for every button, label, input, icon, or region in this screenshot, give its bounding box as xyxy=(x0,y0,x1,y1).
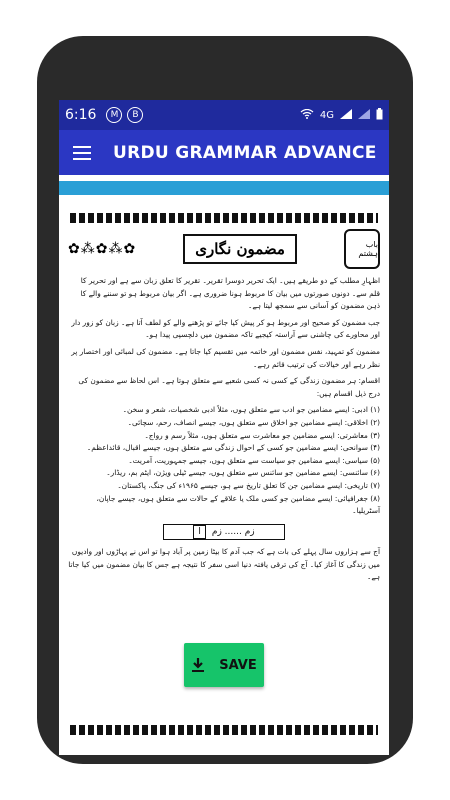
save-button[interactable] xyxy=(184,643,264,687)
decorative-border xyxy=(70,213,378,223)
list-item: (۴) سوانحی: ایسے مضامین جو کسی کے احوال زندگی سے متعلق ہوں، جیسے اقبال، قائداعظم۔ xyxy=(86,443,380,453)
save-label: SAVE xyxy=(219,657,257,673)
box-text: زم ...... زم xyxy=(211,526,255,537)
list-item: (۳) معاشرتی: ایسے مضامین جو معاشرت سے متعلق ہوں، مثلاً رسم و رواج۔ xyxy=(144,430,380,440)
wifi-icon xyxy=(300,109,314,122)
network-type: 4G xyxy=(319,109,334,121)
status-bar xyxy=(59,100,389,130)
list-item: (۶) سائنسی: ایسے مضامین جو سائنس سے متعلق ہوں، جیسے ٹیلی ویژن، ایٹم بم، ریڈار۔ xyxy=(106,468,380,478)
list-intro: اقسام: ہر مضمون زندگی کے کسی نہ کسی شعبے سے متعلق ہوتا ہے۔ اس لحاظ سے مضمون کی درج ذیل اقسام ہیں: xyxy=(78,376,380,398)
signal-icon xyxy=(358,109,370,122)
app-title: URDU GRAMMAR ADVANCE xyxy=(113,142,377,163)
hamburger-icon[interactable] xyxy=(73,142,91,164)
app-toolbar xyxy=(59,130,389,175)
notification-icon: B xyxy=(127,107,143,123)
accent-band xyxy=(59,181,389,195)
chapter-badge: باب ہشتم xyxy=(344,229,380,269)
paragraph: جب مضمون کو صحیح اور مربوط ہو کر پیش کیا جائے تو پڑھنے والے کو لطف آتا ہے۔ زبان کو زور دار اور محاورے کی چاشنی سے آراستہ کیجیے تاکہ مضمون میں دلچسپی پیدا ہو۔ xyxy=(71,317,380,340)
paragraph: آج سے ہزاروں سال پہلے کی بات ہے کہ جب آدم کا بیٹا زمین پر آباد ہوا تو اس نے پہاڑوں اور وادیوں میں زندگی کا آغاز کیا۔ آج کی ترقی یافتہ دنیا اسی سفر کا نتیجہ ہے جس کا بیان مضمون میں کیا جاتا ہے۔ xyxy=(68,547,380,582)
list-item: (۸) جغرافیائی: ایسے مضامین جو کسی ملک یا علاقے کے حالات سے متعلق ہوں، جیسے جاپان، آسٹریلیا۔ xyxy=(96,493,380,516)
status-right xyxy=(300,108,383,123)
page-header xyxy=(62,223,386,275)
download-icon xyxy=(191,657,205,673)
signal-icon xyxy=(340,109,352,122)
list-item: (۵) سیاسی: ایسے مضامین جو سیاست سے متعلق ہوں، جیسے جمہوریت، آمریت۔ xyxy=(128,455,380,465)
notification-icon: M xyxy=(106,107,122,123)
decorative-border xyxy=(70,725,378,735)
ornament: ✿⁂✿⁂✿ xyxy=(68,241,137,257)
status-time: 6:16 xyxy=(65,107,97,123)
list-item: (۲) اخلاقی: ایسے مضامین جو اخلاق سے متعلق ہوں، جیسے انصاف، رحم، سچائی۔ xyxy=(127,417,380,427)
section-box xyxy=(163,524,285,541)
app-screen xyxy=(59,100,389,755)
box-letter: ا xyxy=(193,525,206,540)
battery-icon xyxy=(376,108,383,123)
list-item: (۷) تاریخی: ایسے مضامین جن کا تعلق تاریخ سے ہو، جیسے ۱۹۶۵ء کی جنگ، پاکستان۔ xyxy=(117,480,380,490)
topic-title: مضمون نگاری xyxy=(183,234,297,264)
types-list xyxy=(68,404,380,517)
page-text xyxy=(62,275,386,584)
paragraph: اظہارِ مطلب کے دو طریقے ہیں۔ ایک تحریر دوسرا تقریر۔ تقریر کا تعلق زبان سے ہے اور تحریر کا قلم سے۔ دونوں صورتوں میں بیان کا مربوط ہونا ضروری ہے۔ اگر بیان مربوط ہو تو سننے والے کا ذہن مضمون کو آسانی سے سمجھ لیتا ہے۔ xyxy=(80,276,380,311)
list-item: (۱) ادبی: ایسے مضامین جو ادب سے متعلق ہوں، مثلاً ادبی شخصیات، شعر و سخن۔ xyxy=(122,405,380,415)
paragraph: مضمون کو تمہید، نفس مضمون اور خاتمہ میں تقسیم کیا جاتا ہے۔ مضمون کی لمبائی اور اختصار پر نظر رہے اور خیالات کی ترتیب قائم رہے۔ xyxy=(71,346,380,369)
